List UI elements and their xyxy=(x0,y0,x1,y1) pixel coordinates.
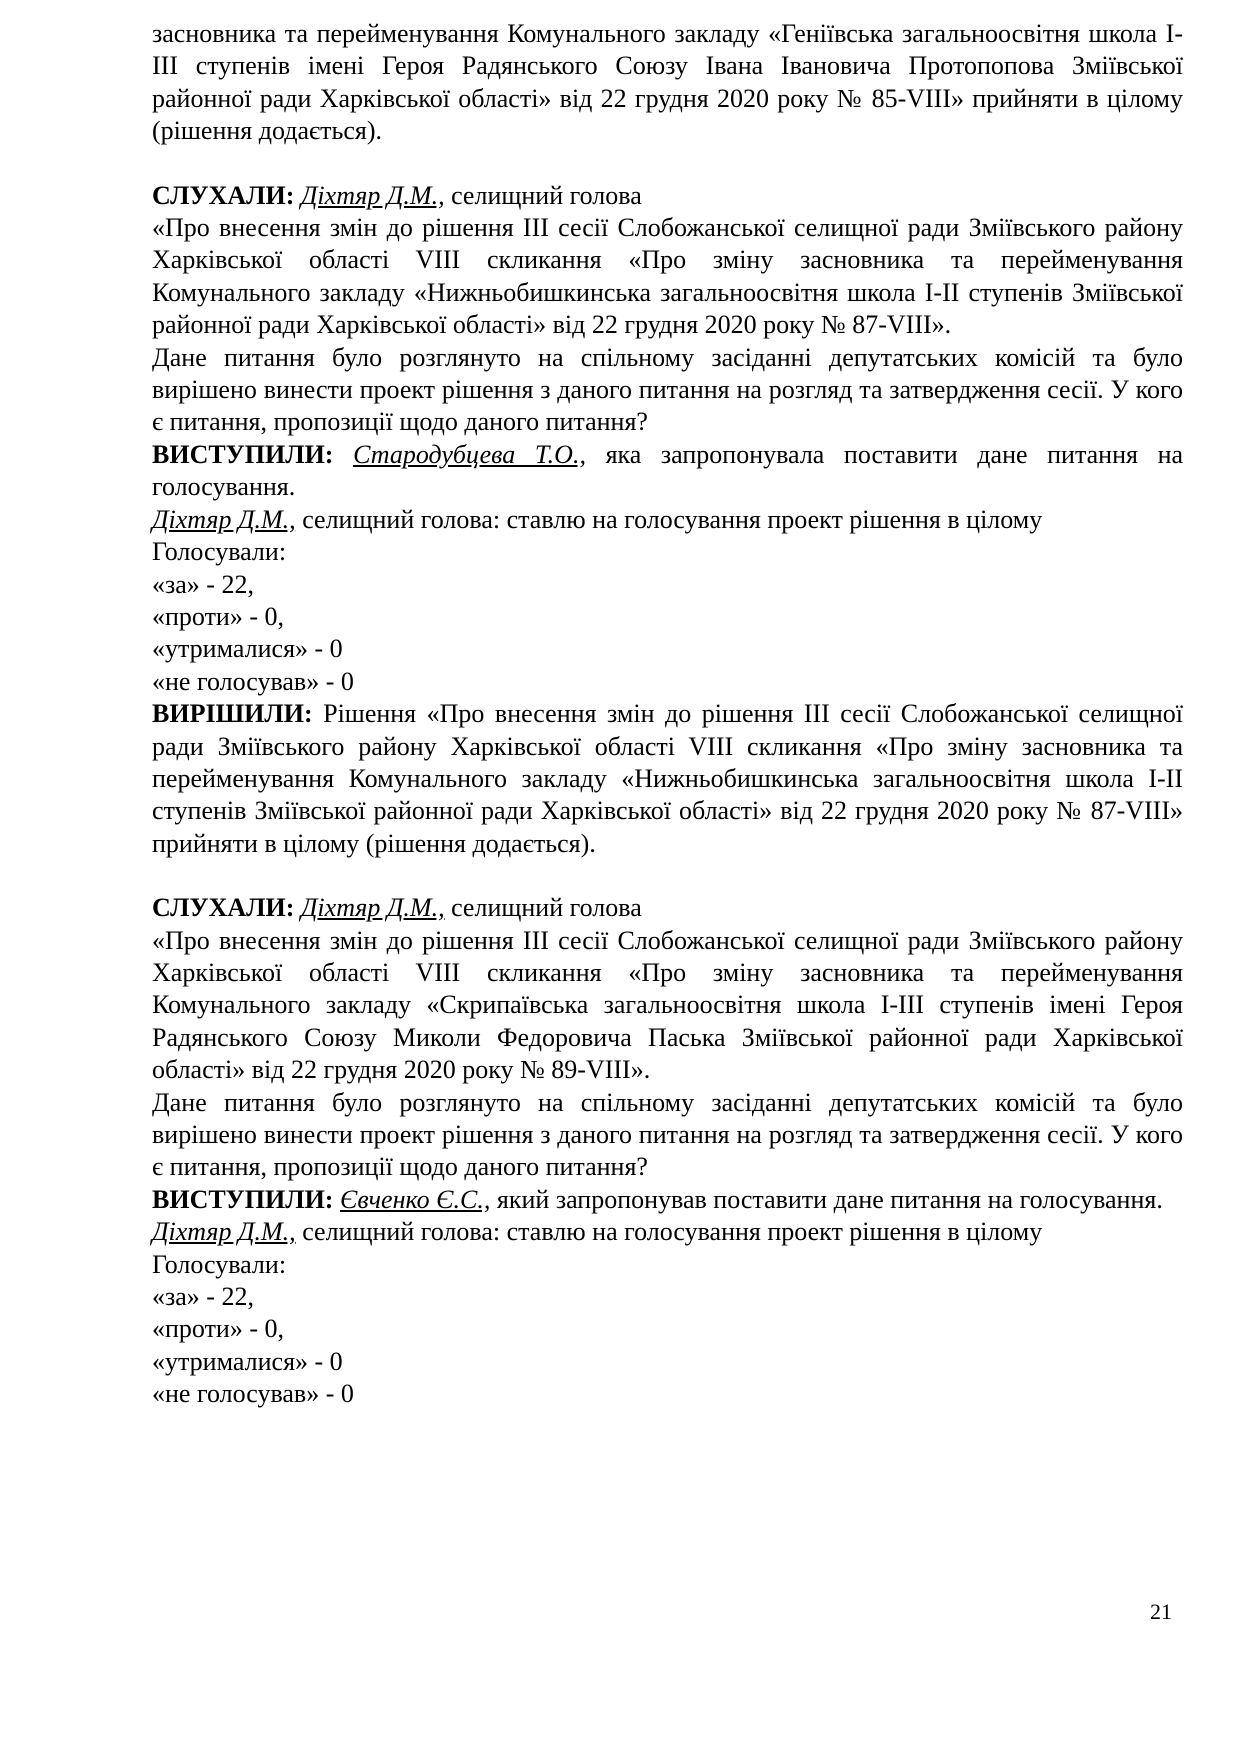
chair-line xyxy=(152,504,1183,536)
heard-role: селищний голова xyxy=(444,180,642,210)
section-gap xyxy=(152,860,1183,892)
spoke-paragraph xyxy=(152,1184,1183,1216)
decided-label: ВИРIШИЛИ: xyxy=(152,699,313,729)
chair-person: Дiхтяр Д.М., xyxy=(152,1217,296,1247)
vote-abstained: «утрималися» - 0 xyxy=(152,1346,343,1376)
heard-label: СЛУХАЛИ: xyxy=(152,180,295,210)
vote-not-voted: «не голосував» - 0 xyxy=(152,1379,354,1409)
vote-against: «проти» - 0, xyxy=(152,1314,285,1344)
spoke-person: Стародубцева Т.О., xyxy=(353,439,586,469)
discussion-paragraph: Дане питання було розглянуто на спiльному засiданнi депутатських комiсiй та було вирiшено винести проект рiшення з даного питання на розгляд та затвердження сесiї. У кого є питання, пропозицiї щодо даного питання? xyxy=(152,1087,1183,1182)
vote-not-voted: «не голосував» - 0 xyxy=(152,666,354,696)
chair-person: Дiхтяр Д.М., xyxy=(152,504,296,534)
heard-role: селищний голова xyxy=(444,893,642,923)
decided-paragraph xyxy=(152,698,1183,860)
discussion-paragraph: Дане питання було розглянуто на спiльному засiданнi депутатських комiсiй та було вирiшено винести проект рiшення з даного питання на розгляд та затвердження сесiї. У кого є питання, пропозицiї щодо даного питання? xyxy=(152,342,1183,437)
chair-text: селищний голова: ставлю на голосування проект рiшення в цiлому xyxy=(295,504,1043,534)
spoke-paragraph xyxy=(152,439,1183,504)
spoke-person: Євченко Є.С., xyxy=(339,1184,491,1214)
vote-against: «проти» - 0, xyxy=(152,601,285,631)
continuation-paragraph: засновника та перейменування Комунального закладу «Генiївська загальноосвiтня школа І-ІІІ ступенiв iменi Героя Радянського Союзу Iвана Iвановича Протопопова Змiївської районної ради Харкiвської областi» вiд 22 грудня 2020 року № 85-VIII» прийняти в цiлому (рiшення додається). xyxy=(152,19,1183,146)
spoke-text: який запропонував поставити дане питання на голосування. xyxy=(490,1184,1163,1214)
section-gap xyxy=(152,148,1183,180)
vote-for: «за» - 22, xyxy=(152,569,254,599)
document-page xyxy=(152,18,1183,1411)
heard-label: СЛУХАЛИ: xyxy=(152,893,295,923)
voted-label: Голосували: xyxy=(152,1249,287,1279)
decided-text: Рiшення «Про внесення змiн до рiшення III сесiї Слобожанської селищної ради Змiївського району Харкiвської областi VIII скликання «Про змiну засновника та перейменування Комунального закладу «Нижньобишкинська загальноосвiтня школа І-ІІ ступенiв Змiївської районної ради Харкiвської областi» вiд 22 грудня 2020 року № 87-VIII» прийняти в цiлому (рiшення додається). xyxy=(152,699,1183,858)
topic-paragraph: «Про внесення змiн до рiшення III сесiї Слобожанської селищної ради Змiївського району Харкiвської областi VIII скликання «Про змiну засновника та перейменування Комунального закладу «Скрипаївська загальноосвiтня школа І-ІІІ ступенiв iменi Героя Радянського Союзу Миколи Федоровича Паська Змiївської районної ради Харкiвської областi» вiд 22 грудня 2020 року № 89-VIII». xyxy=(152,925,1183,1085)
heard-person: Дiхтяр Д.М., xyxy=(300,893,445,923)
spoke-label: ВИСТУПИЛИ: xyxy=(152,1184,334,1214)
topic-paragraph: «Про внесення змiн до рiшення III сесiї Слобожанської селищної ради Змiївського району Харкiвської областi VIII скликання «Про змiну засновника та перейменування Комунального закладу «Нижньобишкинська загальноосвiтня школа І-ІІ ступенiв Змiївської районної ради Харкiвської областi» вiд 22 грудня 2020 року № 87-VIII». xyxy=(152,213,1183,340)
spoke-label: ВИСТУПИЛИ: xyxy=(152,439,334,469)
vote-abstained: «утрималися» - 0 xyxy=(152,634,343,664)
page-number: 21 xyxy=(1150,1599,1172,1624)
heard-line xyxy=(152,180,1183,212)
voted-label: Голосували: xyxy=(152,537,287,567)
chair-text: селищний голова: ставлю на голосування проект рiшення в цiлому xyxy=(295,1217,1043,1247)
vote-for: «за» - 22, xyxy=(152,1282,254,1312)
spoke-text: яка запропонувала поставити дане питання на голосування. xyxy=(152,439,1184,502)
heard-line xyxy=(152,892,1183,924)
heard-person: Дiхтяр Д.М., xyxy=(300,180,445,210)
chair-line xyxy=(152,1216,1183,1248)
